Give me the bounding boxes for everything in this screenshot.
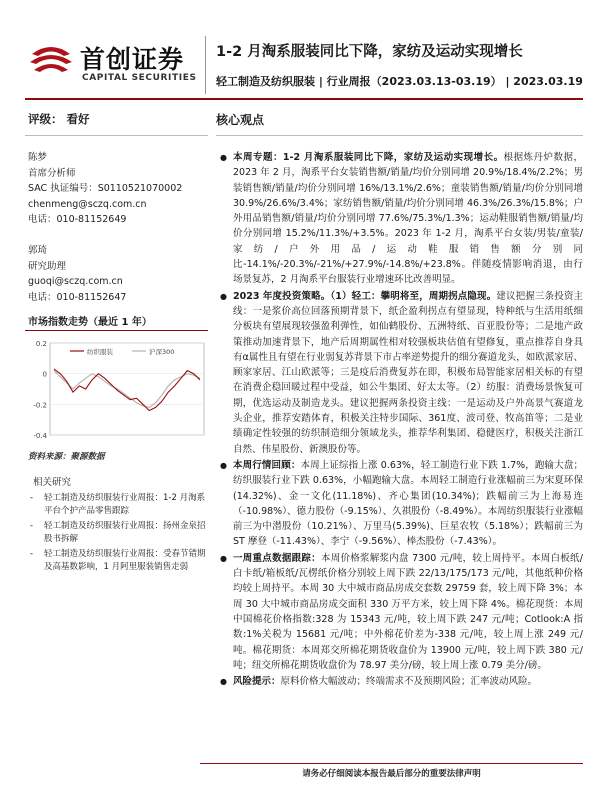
- list-dash: -: [30, 549, 34, 559]
- rating: 评级： 看好: [28, 112, 90, 126]
- market-index-chart: [28, 333, 208, 443]
- list-dash: -: [30, 521, 34, 531]
- paragraph-lead: 风险提示：: [233, 676, 281, 688]
- related-research-text: 轻工制造及纺织服装行业周报：受春节错期及高基数影响，1 月阿里服装销售走弱: [44, 549, 206, 572]
- core-view-title: 核心观点: [216, 113, 265, 127]
- paragraph-lead: 本周专题：1-2 月淘系服装同比下降，家纺及运动实现增长。: [233, 152, 504, 163]
- related-research-text: 轻工制造及纺织服装行业周报：1-2 月淘系平台个护产品零售跟踪: [44, 493, 206, 516]
- chart-title: 市场指数走势（最近 1 年）: [28, 317, 152, 328]
- bullet-icon: ●: [220, 153, 227, 162]
- core-view-paragraph: [218, 289, 583, 457]
- legend-label: 沪深300: [149, 348, 175, 356]
- y-tick-label: 0: [42, 370, 47, 379]
- paragraph-text: 本周价格浆解浆内盘 7300 元/吨，较上周持平。本周白板纸/白卡纸/箱板纸/瓦楞纸价格分别较上周下跌 22/13/175/173 元/吨，其他纸种价格均较上周持平。本周 30 大中城市商品房成交套数 29759 套，较上周下降 3%；本周 30 大中城市商品房成交面积 330 万平方米，较上周下降 4%。棉花现货：本周中国棉花价格指数:328 为 15343 元/吨，较上周下跌 247 元/吨；Cotlook:A 指数:1%关税为 15681 元/吨；中外棉花价差为-338 元/吨，较上周上涨 249 元/吨。棉花期货：本周郑交所棉花期货收盘价为 13900 元/吨，较上周下跌 380 元/吨；纽交所棉花期货收盘价为 78.97 美分/磅，较上周上涨 0.79 美分/磅。: [233, 552, 583, 671]
- bullet-icon: ●: [220, 460, 227, 470]
- analyst-line: chenmeng@sczq.com.cn: [28, 198, 147, 210]
- bullet-icon: ●: [220, 553, 227, 563]
- footer-disclaimer: 请务必仔细阅读本报告最后部分的重要法律声明: [302, 769, 481, 779]
- chart-source: 资料来源：聚源数据: [28, 452, 105, 462]
- footer-rule: [200, 763, 583, 764]
- related-research-item[interactable]: [30, 520, 208, 545]
- analyst-line: guoqi@sczq.com.cn: [28, 276, 123, 287]
- analyst-line: 研究助理: [28, 260, 67, 272]
- report-subtitle: 轻工制造及纺织服装 | 行业周报（2023.03.13-03.19） | 2023.03.19: [216, 75, 583, 88]
- company-logo-icon: [26, 42, 76, 78]
- related-research-list: [30, 492, 208, 576]
- analyst-line: 电话：010-81152647: [28, 291, 127, 303]
- paragraph-text: 根据炼丹炉数据，2023 年 2 月，淘系平台女装销售额/销量/均价分别同增 20.9%/18.4%/2.2%；男装销售额/销量/均价分别同增 16%/13.1%/2.6%；童装销售额/销量/均价分别同增 30.9%/26.6%/3.4%；家纺销售额/销量/均价分别同增 46.3%/26.3%/15.8%；户外用品销售额/销量/均价分别同增 77.6%/75.3%/1.3%；运动鞋服销售额/销量/均价分别同增 15.2%/11.3%/+3.5%。2023 年 1-2 月，淘系平台女装/男装/童装/家纺/户外用品/运动鞋服销售额分别同比-14.1%/-20.3%/-21%/+27.9%/-14.8%/+23.8%。伴随疫情影响消退，由行场景复苏，2 月淘系平台服装行业增速环比改善明显。: [233, 152, 583, 286]
- analyst-line: 电话：010-81152649: [28, 214, 127, 225]
- paragraph-text: 原料价格大幅波动；终端需求不及预期风险；汇率波动风险。: [280, 676, 538, 688]
- related-research-item[interactable]: [30, 548, 208, 573]
- analyst-line: [28, 228, 182, 244]
- core-rule: [216, 135, 583, 136]
- paragraph-text: 建议把握三条投资主线：一是浆价高位回落预期背景下，纸企盈利拐点有望显现，特种纸与生活用纸细分板块有望展现较强盈利弹性，如仙鹤股份、五洲特纸、百亚股份等；二是地产政策推动加速背景下，地产后周期属性相对较强板块估值有望修复，重点推荐自身具有α属性且有望在行业弱复苏背景下市占率逆势提升的细分赛道龙头，如欧派家居、顾家家居、江山欧派等；三是疫后消费复苏在即，积极布局智能家居相关标的有望在消费企稳回暖过程中受益，如公牛集团、好太太等。（2）纺服：消费场景恢复可期，优选运动及制造龙头。建议把握两条投资主线：一是运动及户外高景气赛道龙头企业，推荐安踏体育，积极关注特步国际、361度、波司登、牧高笛等；二是业绩确定性较强的纺织制造细分领域龙头，推荐华利集团、稳健医疗，积极关注浙江自然、伟星股份、新澳股份等。: [233, 290, 583, 455]
- related-research-item[interactable]: [30, 492, 208, 517]
- bullet-icon: ●: [220, 677, 227, 687]
- paragraph-lead: 2023 年度投资策略。（1）轻工：攀明将至，周期拐点隐现。: [233, 290, 497, 302]
- left-rule: [25, 135, 208, 136]
- analyst-line: 陈梦: [28, 152, 48, 163]
- logo-text-en: CAPITAL SECURITIES: [82, 73, 197, 83]
- paragraph-lead: 一周重点数据跟踪：: [233, 552, 321, 564]
- core-view-body: [218, 150, 583, 690]
- paragraph-text: 本周上证综指上涨 0.63%，轻工制造行业下跌 1.7%，跑输大盘；纺织服装行业下跌 0.63%，小幅跑输大盘。本周轻工制造行业涨幅前三为宋夏环保(14.32%)、金一文化(11.18%)、齐心集团(10.34%)；跌幅前三为上海易连（-10.98%）、德力股份（-9.15%）、久祺股份（-8.49%）。本周纺织服装行业涨幅前三为中潜股份（10.21%）、万里马(5.39%)、巨星农牧（5.18%）；跌幅前三为 ST 摩登（-11.43%）、李宁（-9.56%）、棒杰股份（-7.43%）。: [233, 459, 583, 548]
- core-view-paragraph: [218, 551, 583, 673]
- header-rule: [25, 98, 583, 100]
- core-view-paragraph: [218, 150, 583, 288]
- related-research-title: 相关研究: [33, 477, 72, 488]
- analyst-line: 郭琦: [28, 245, 48, 256]
- analyst-line: SAC 执证编号：S0110521070002: [28, 183, 183, 194]
- paragraph-lead: 本周行情回顾：: [233, 459, 301, 471]
- analyst-info: [28, 150, 182, 305]
- analyst-line: 首席分析师: [28, 167, 76, 179]
- bullet-icon: ●: [220, 291, 227, 301]
- core-view-paragraph: [218, 674, 583, 689]
- chart-rule: [25, 330, 208, 331]
- legend-label: 纺织服装: [87, 348, 113, 356]
- list-dash: -: [30, 493, 34, 503]
- logo-text-cn: 首创证券: [80, 45, 185, 74]
- y-tick-label: -0.4: [33, 432, 47, 440]
- y-tick-label: -0.2: [33, 401, 47, 410]
- report-title: 1-2 月淘系服装同比下降，家纺及运动实现增长: [216, 44, 523, 60]
- y-tick-label: 0.2: [35, 340, 47, 348]
- core-view-paragraph: [218, 458, 583, 550]
- header-divider: [205, 36, 206, 94]
- related-research-text: 轻工制造及纺织服装行业周报：扬州金泉招股书拆解: [44, 521, 206, 544]
